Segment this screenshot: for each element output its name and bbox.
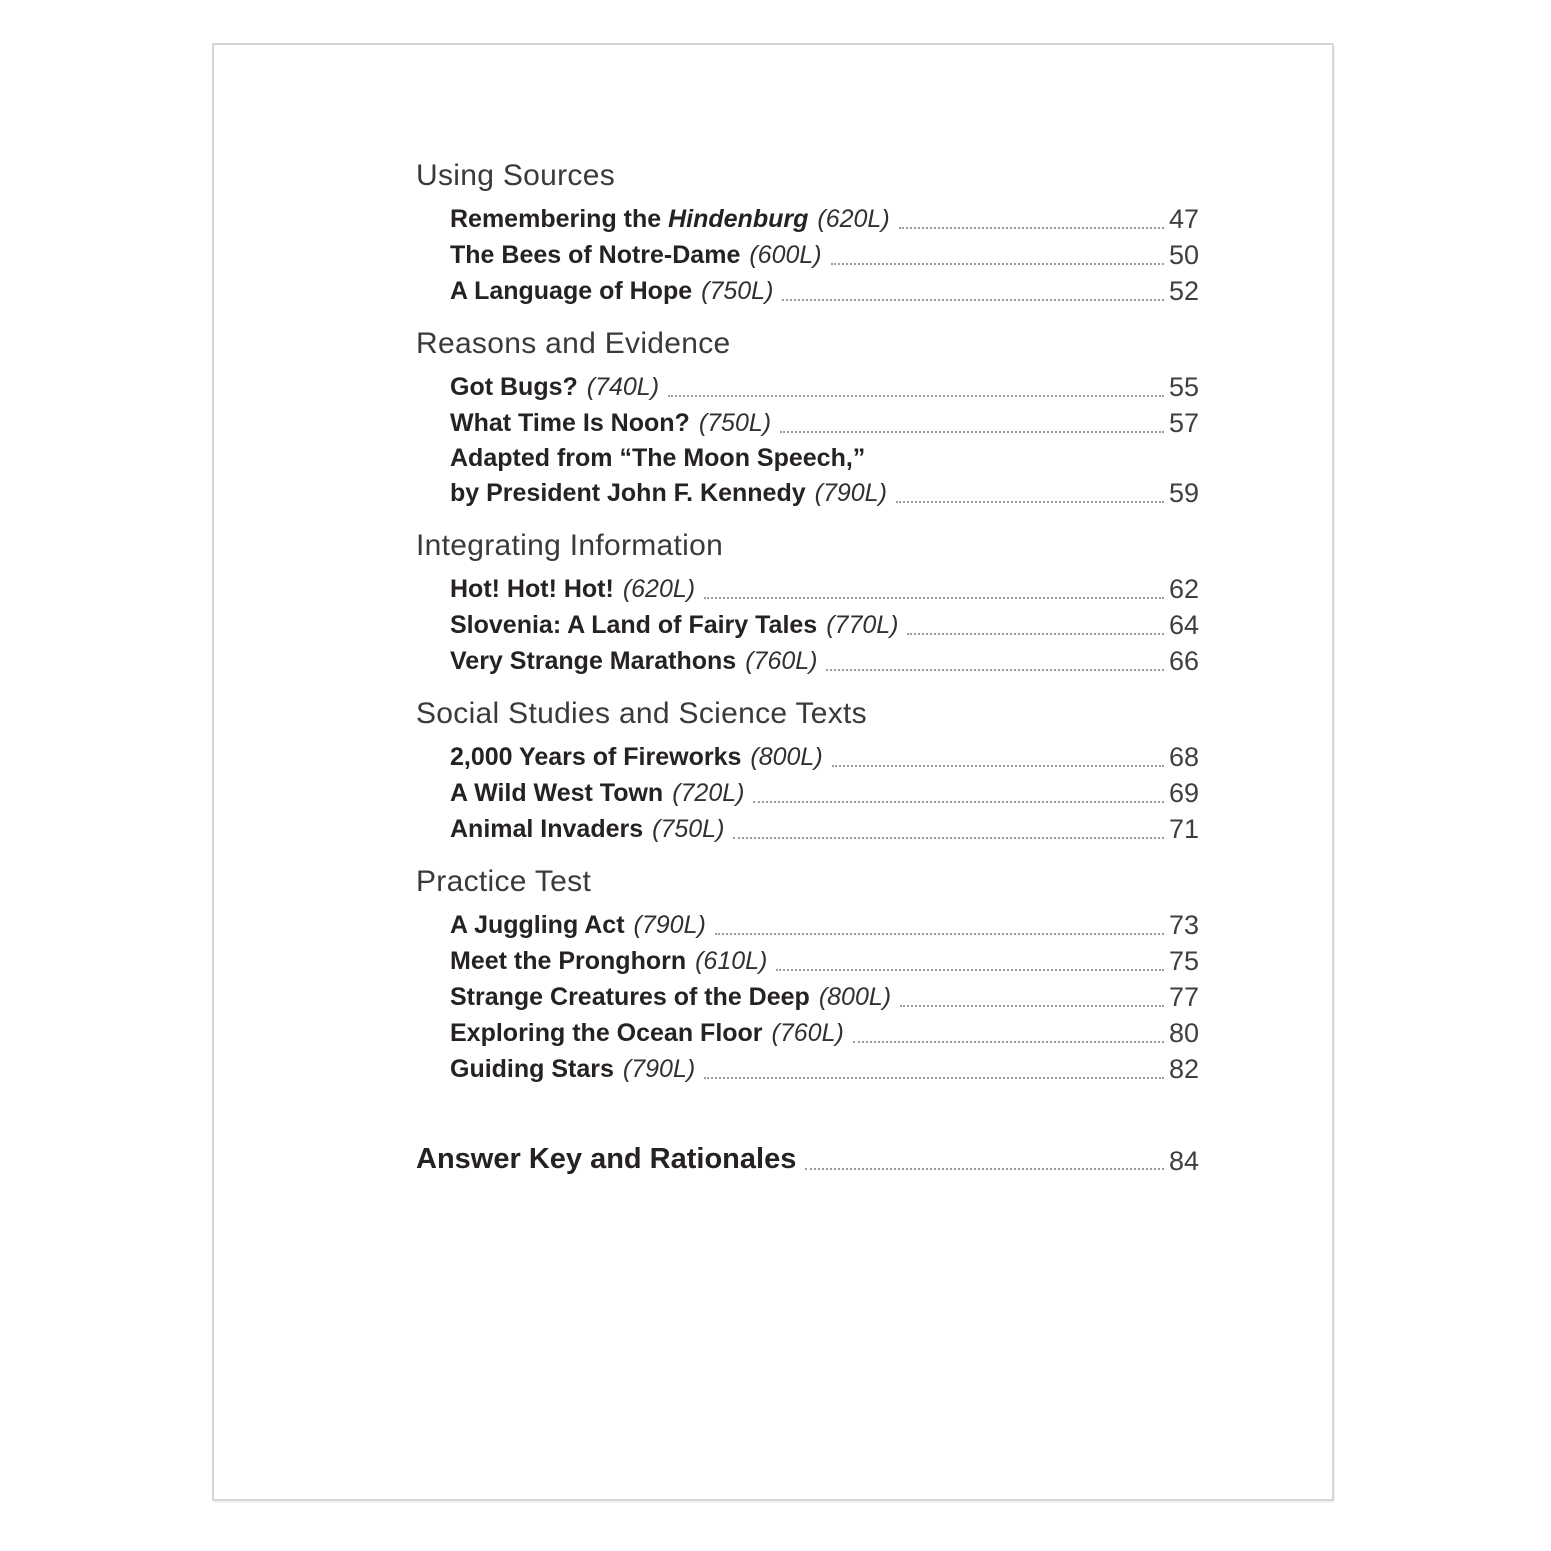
toc-item bbox=[416, 943, 1199, 979]
toc-item-lexile: (770L) bbox=[826, 611, 899, 639]
toc-item-lexile: (600L) bbox=[749, 241, 822, 269]
dot-leader bbox=[853, 1041, 1164, 1043]
toc-item-title: Guiding Stars (790L) bbox=[450, 1055, 696, 1083]
toc-item bbox=[416, 1015, 1199, 1051]
toc-item-lexile: (760L) bbox=[771, 1019, 844, 1047]
page-number: 52 bbox=[1168, 276, 1199, 306]
toc-item-line1 bbox=[416, 441, 1199, 475]
toc-item-title: A Wild West Town (720L) bbox=[450, 779, 745, 807]
page-number: 73 bbox=[1168, 910, 1199, 940]
dot-leader bbox=[832, 765, 1164, 767]
page-number: 64 bbox=[1168, 610, 1199, 640]
toc-item bbox=[416, 775, 1199, 811]
toc-item-lexile: (800L) bbox=[818, 983, 892, 1011]
dot-leader bbox=[668, 395, 1164, 397]
toc-section bbox=[416, 527, 1199, 679]
toc-item-lexile: (790L) bbox=[633, 911, 706, 939]
toc-item bbox=[416, 1051, 1199, 1087]
toc-item-lexile: (800L) bbox=[750, 743, 823, 771]
toc-item-title: Got Bugs? (740L) bbox=[450, 373, 660, 401]
toc-item-title: 2,000 Years of Fireworks (800L) bbox=[450, 743, 823, 771]
page-number: 62 bbox=[1168, 574, 1199, 604]
section-heading: Practice Test bbox=[416, 865, 592, 898]
toc-section bbox=[416, 325, 1199, 511]
page-number: 66 bbox=[1168, 646, 1199, 676]
toc-item-title: by President John F. Kennedy (790L) bbox=[450, 479, 887, 507]
page-number: 80 bbox=[1168, 1018, 1199, 1048]
toc-item bbox=[416, 607, 1199, 643]
page-number: 71 bbox=[1168, 814, 1199, 844]
toc-section bbox=[416, 863, 1199, 1087]
section-heading: Integrating Information bbox=[416, 529, 724, 562]
table-of-contents bbox=[416, 157, 1199, 1179]
dot-leader bbox=[782, 299, 1164, 301]
dot-leader bbox=[753, 801, 1164, 803]
page-number: 68 bbox=[1168, 742, 1199, 772]
toc-item-lexile: (750L) bbox=[652, 815, 725, 843]
page-number: 57 bbox=[1168, 408, 1199, 438]
answer-key-row bbox=[416, 1139, 1199, 1179]
toc-item bbox=[416, 273, 1199, 309]
toc-item bbox=[416, 369, 1199, 405]
page-number: 55 bbox=[1168, 372, 1199, 402]
page-number: 75 bbox=[1168, 946, 1199, 976]
toc-item-title: Strange Creatures of the Deep (800L) bbox=[450, 983, 892, 1011]
dot-leader bbox=[899, 227, 1164, 229]
page-number: 82 bbox=[1168, 1054, 1199, 1084]
page-number: 47 bbox=[1168, 204, 1199, 234]
toc-item bbox=[416, 643, 1199, 679]
section-heading: Using Sources bbox=[416, 159, 615, 192]
toc-item-title: Very Strange Marathons (760L) bbox=[450, 647, 818, 675]
toc-item-title: Animal Invaders (750L) bbox=[450, 815, 725, 843]
toc-item bbox=[416, 979, 1199, 1015]
toc-item-lexile: (790L) bbox=[622, 1055, 696, 1083]
toc-item bbox=[416, 201, 1199, 237]
page-number: 69 bbox=[1168, 778, 1199, 808]
toc-item-title-italic: Hindenburg bbox=[668, 205, 809, 233]
answer-key-title: Answer Key and Rationales bbox=[416, 1143, 797, 1175]
toc-item bbox=[416, 237, 1199, 273]
dot-leader bbox=[733, 837, 1164, 839]
toc-item-title: Slovenia: A Land of Fairy Tales (770L) bbox=[450, 611, 899, 639]
dot-leader bbox=[780, 431, 1164, 433]
toc-item bbox=[416, 811, 1199, 847]
toc-item-title: The Bees of Notre-Dame (600L) bbox=[450, 241, 822, 269]
toc-item-lexile: (740L) bbox=[586, 373, 660, 401]
toc-section bbox=[416, 695, 1199, 847]
toc-item bbox=[416, 907, 1199, 943]
section-heading: Reasons and Evidence bbox=[416, 327, 731, 360]
toc-item-lexile: (760L) bbox=[745, 647, 818, 675]
page-number: 50 bbox=[1168, 240, 1199, 270]
toc-item-line2 bbox=[416, 475, 1199, 511]
toc-item-title: A Language of Hope (750L) bbox=[450, 277, 774, 305]
toc-item-lexile: (620L) bbox=[622, 575, 696, 603]
toc-section bbox=[416, 157, 1199, 309]
toc-item-lexile: (620L) bbox=[817, 205, 890, 233]
dot-leader bbox=[715, 933, 1164, 935]
toc-item-title: What Time Is Noon? (750L) bbox=[450, 409, 772, 437]
toc-item-lexile: (790L) bbox=[814, 479, 887, 507]
dot-leader bbox=[826, 669, 1163, 671]
toc-item bbox=[416, 405, 1199, 441]
page-number: 84 bbox=[1168, 1146, 1199, 1176]
dot-leader bbox=[907, 633, 1163, 635]
toc-item-lexile: (750L) bbox=[701, 277, 774, 305]
toc-item bbox=[416, 571, 1199, 607]
dot-leader bbox=[805, 1168, 1164, 1170]
dot-leader bbox=[704, 597, 1164, 599]
book-page bbox=[212, 43, 1334, 1501]
page-number: 59 bbox=[1168, 478, 1199, 508]
dot-leader bbox=[831, 263, 1164, 265]
toc-item-title: Hot! Hot! Hot! (620L) bbox=[450, 575, 696, 603]
toc-item-title: Adapted from “The Moon Speech,” bbox=[450, 444, 866, 472]
section-heading: Social Studies and Science Texts bbox=[416, 697, 867, 730]
toc-item-lexile: (720L) bbox=[672, 779, 745, 807]
dot-leader bbox=[776, 969, 1164, 971]
toc-item-title: Exploring the Ocean Floor (760L) bbox=[450, 1019, 844, 1047]
dot-leader bbox=[896, 501, 1164, 503]
dot-leader bbox=[900, 1005, 1164, 1007]
toc-item-lexile: (750L) bbox=[698, 409, 772, 437]
toc-item bbox=[416, 739, 1199, 775]
toc-item-lexile: (610L) bbox=[695, 947, 768, 975]
dot-leader bbox=[704, 1077, 1164, 1079]
toc-item-title: Remembering the Hindenburg (620L) bbox=[450, 205, 890, 233]
toc-item-title: Meet the Pronghorn (610L) bbox=[450, 947, 768, 975]
page-number: 77 bbox=[1168, 982, 1199, 1012]
toc-item-title: A Juggling Act (790L) bbox=[450, 911, 706, 939]
